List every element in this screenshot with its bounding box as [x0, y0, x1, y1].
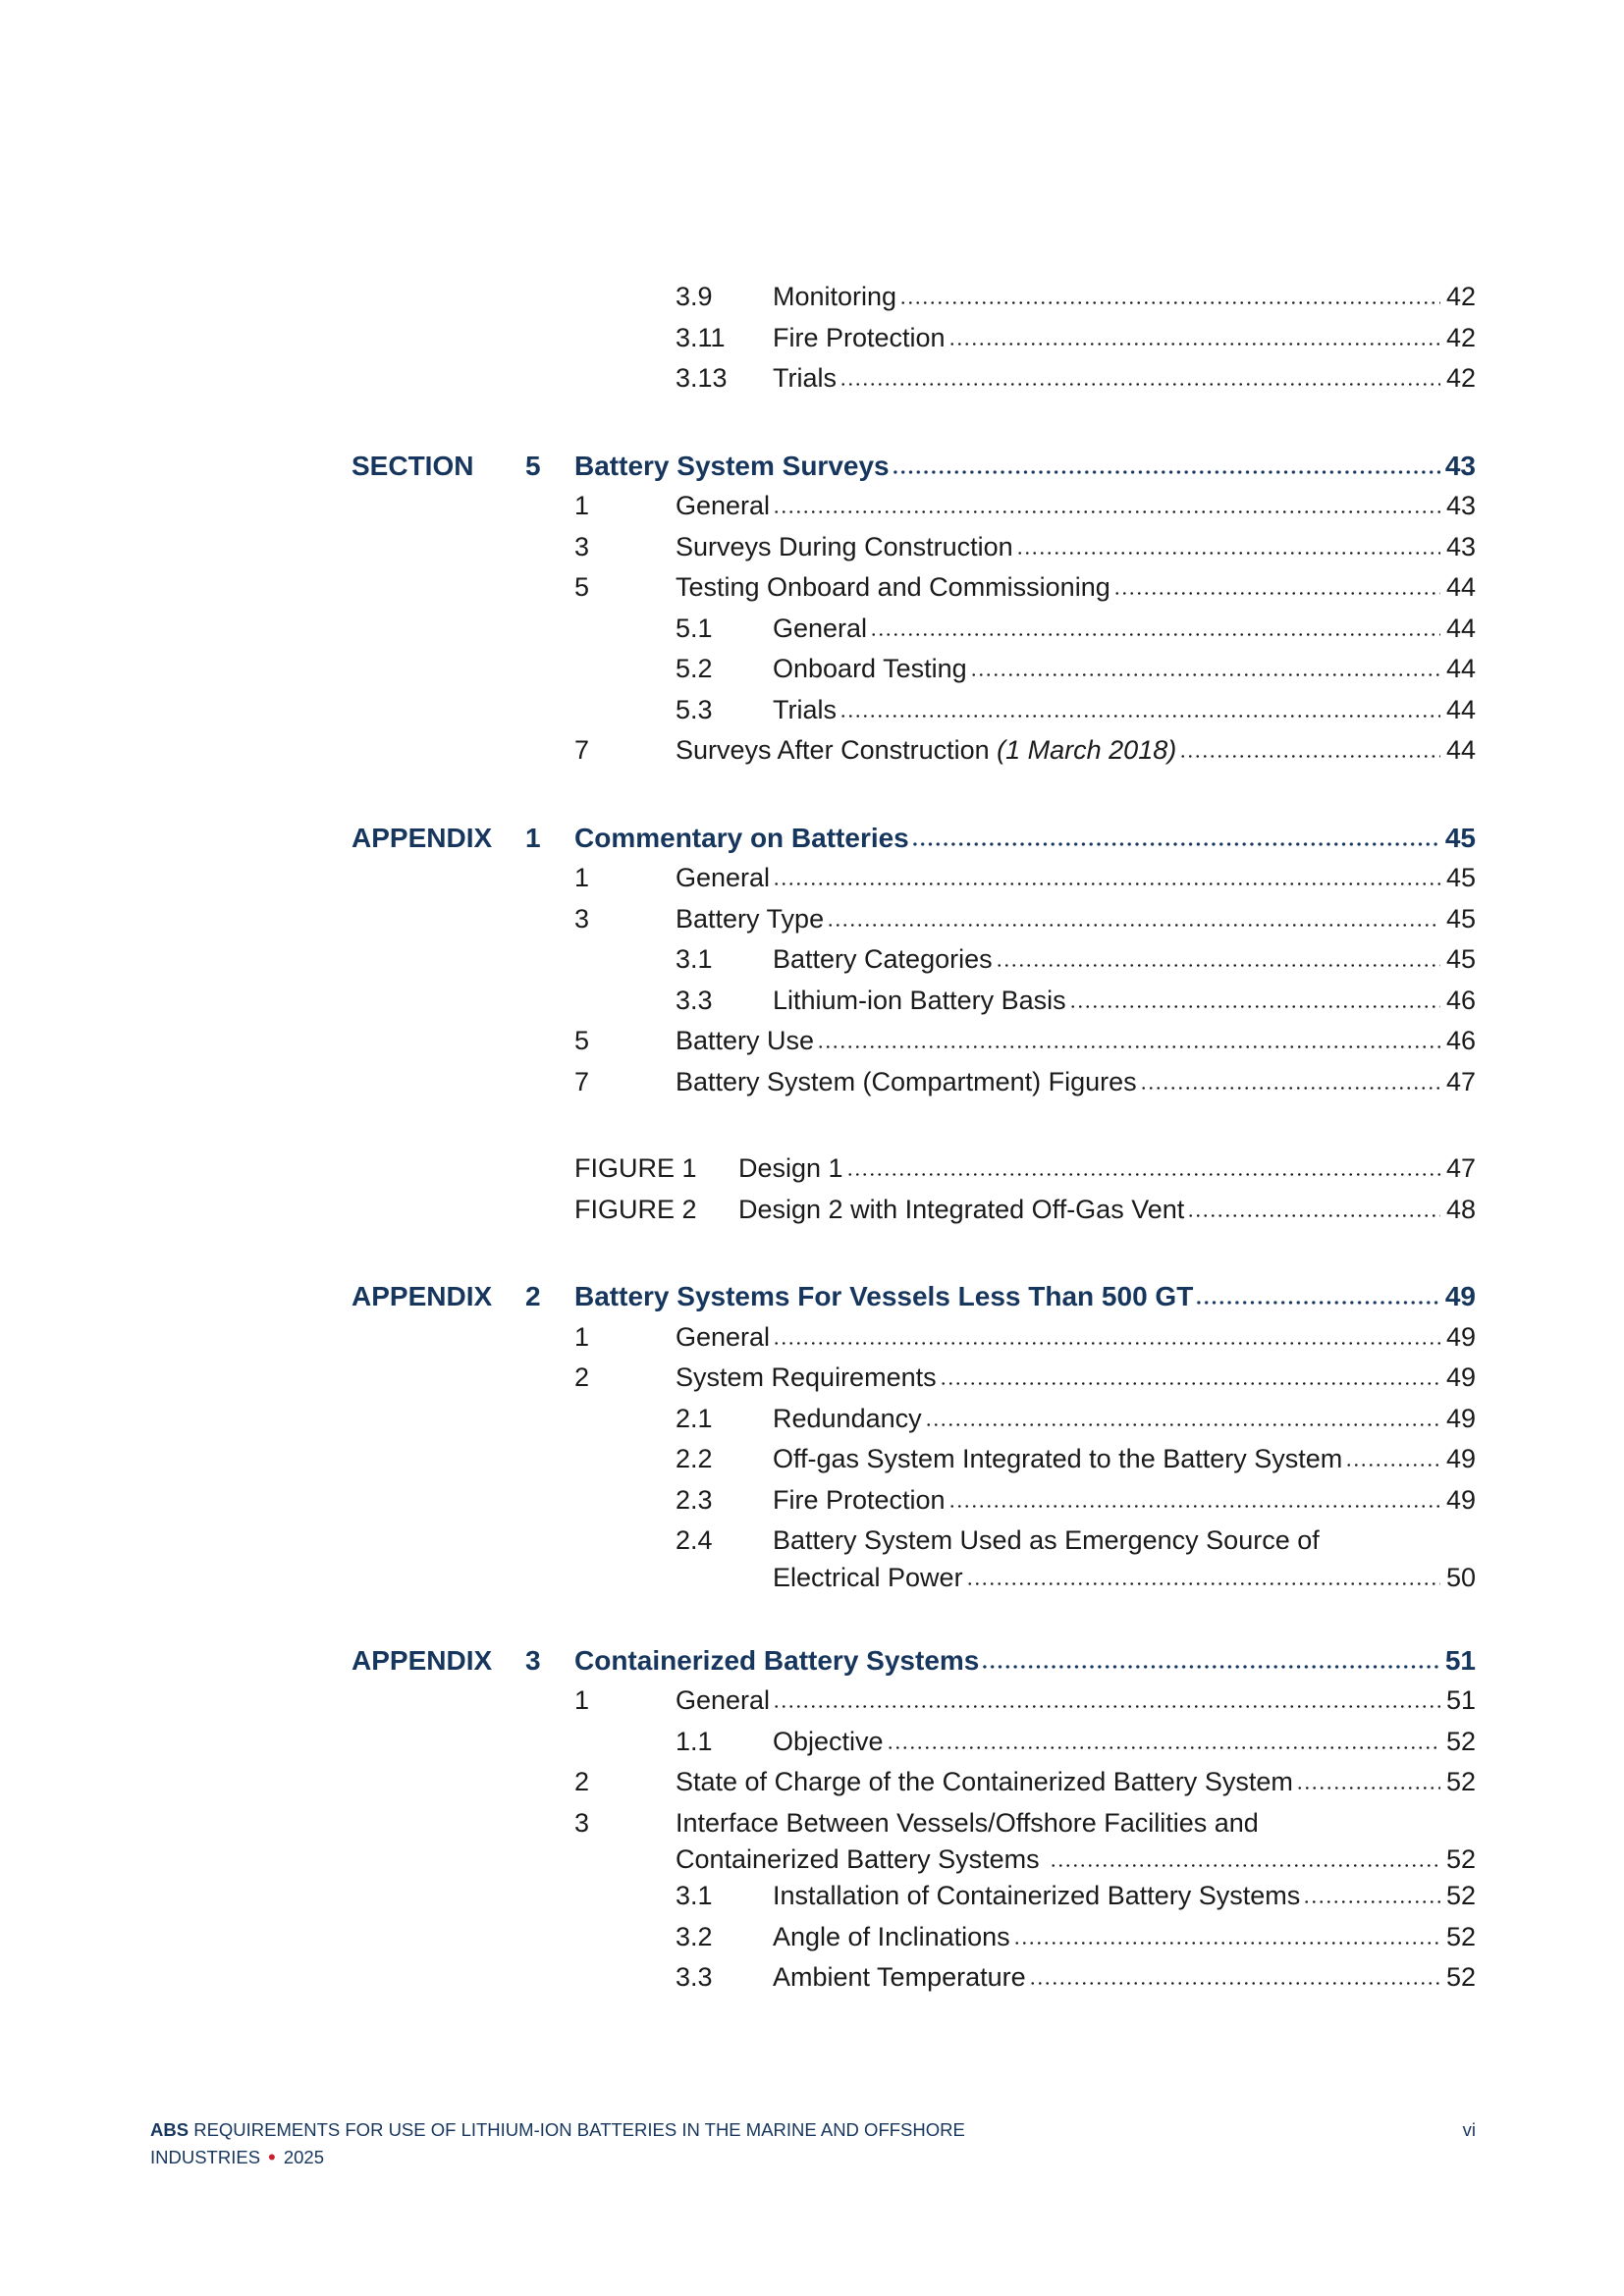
dot-leader	[817, 1044, 1440, 1049]
item-number: 3	[574, 903, 590, 934]
item-title-text: Electrical Power	[773, 1562, 963, 1592]
page-number: 42	[1445, 282, 1476, 311]
toc-block-figures	[352, 1148, 1476, 1230]
item-number: 1	[574, 491, 590, 520]
toc-block-appendix-3	[352, 1640, 1476, 1999]
item-title	[773, 1439, 1342, 1480]
toc-block-section-4-continued	[352, 277, 1476, 400]
item-title-text: Fire Protection	[773, 322, 946, 352]
red-bullet-icon: •	[268, 2144, 276, 2169]
item-title	[773, 358, 837, 400]
toc-item[interactable]	[352, 1722, 1476, 1763]
item-number: 3.3	[676, 985, 713, 1015]
item-title	[773, 939, 993, 981]
toc-item[interactable]	[352, 1062, 1476, 1103]
page-number: 49	[1445, 1362, 1476, 1392]
item-title	[773, 1562, 963, 1594]
page-number: 44	[1445, 735, 1476, 765]
item-title	[676, 1762, 1293, 1803]
item-title-text: Redundancy	[773, 1403, 922, 1433]
toc-heading[interactable]	[352, 1276, 1476, 1317]
item-number: 5	[574, 1026, 590, 1055]
item-number: 3.2	[676, 1921, 713, 1951]
item-title	[773, 318, 946, 359]
item-number: 1	[574, 1321, 590, 1352]
page-number: 49	[1445, 1321, 1476, 1352]
toc-item[interactable]	[352, 939, 1476, 981]
item-title-text: Objective	[773, 1726, 884, 1756]
dot-leader	[839, 714, 1440, 719]
item-title	[676, 1358, 937, 1399]
page-number: 52	[1445, 1921, 1476, 1951]
dot-leader	[846, 1172, 1440, 1177]
toc-item[interactable]	[352, 1439, 1476, 1480]
item-title	[773, 1480, 946, 1522]
dot-leader	[948, 1504, 1440, 1509]
page-number: 45	[1445, 944, 1476, 974]
item-title-text: Interface Between Vessels/Offshore Facilities and	[676, 1807, 1259, 1838]
page-number: 43	[1445, 491, 1476, 520]
abs-brand: ABS	[150, 2119, 189, 2140]
heading-label: APPENDIX	[352, 1644, 493, 1676]
item-title-text: Battery Type	[676, 903, 825, 934]
heading-number: 3	[525, 1644, 541, 1676]
item-title	[773, 1521, 1320, 1562]
page-number: 49	[1445, 1444, 1476, 1473]
toc-heading[interactable]	[352, 1640, 1476, 1682]
dot-leader	[1029, 1981, 1440, 1986]
page-number: 49	[1444, 1281, 1476, 1311]
dot-leader	[996, 963, 1440, 968]
dot-leader	[773, 1341, 1440, 1346]
heading-label: APPENDIX	[352, 1281, 493, 1311]
item-title-text: Testing Onboard and Commissioning	[676, 572, 1110, 602]
item-title	[773, 981, 1066, 1022]
heading-title: Commentary on Batteries	[574, 822, 909, 853]
item-title	[676, 899, 824, 940]
page-number: 44	[1445, 613, 1476, 643]
item-title	[676, 1803, 1259, 1844]
item-title-text: Monitoring	[773, 282, 897, 311]
item-number: 1.1	[676, 1726, 713, 1756]
item-title-text: Battery Use	[676, 1026, 815, 1055]
item-number: 5	[574, 572, 590, 602]
item-number: 3.13	[676, 363, 728, 393]
item-number: 3	[574, 531, 590, 561]
page-number: 43	[1445, 531, 1476, 561]
dot-leader	[1113, 591, 1440, 596]
toc-item[interactable]	[352, 1803, 1476, 1844]
item-title	[773, 1917, 1010, 1958]
page-number: 47	[1445, 1153, 1476, 1183]
page-number: 46	[1445, 1026, 1476, 1055]
item-title-text: Design 2 with Integrated Off-Gas Vent	[738, 1194, 1185, 1224]
item-number: 5.3	[676, 694, 713, 724]
item-title-text: System Requirements	[676, 1362, 937, 1392]
page-number: 52	[1445, 1726, 1476, 1756]
item-title-text: Fire Protection	[773, 1484, 946, 1515]
item-title	[773, 277, 896, 318]
toc-block-appendix-2	[352, 1276, 1476, 1594]
item-title	[738, 1190, 1184, 1231]
toc-heading[interactable]	[352, 818, 1476, 859]
heading-label: SECTION	[352, 450, 474, 481]
item-number: 3.1	[676, 1881, 713, 1910]
item-number: 1	[574, 863, 590, 892]
toc-item[interactable]	[352, 1876, 1476, 1917]
item-number: 5.1	[676, 613, 713, 643]
item-title-text: Onboard Testing	[773, 654, 967, 683]
toc-item[interactable]	[352, 730, 1476, 772]
heading-number: 1	[525, 822, 541, 853]
heading-title: Battery Systems For Vessels Less Than 500 GT	[574, 1281, 1194, 1311]
dot-leader	[966, 1581, 1440, 1586]
dot-leader	[1187, 1213, 1440, 1218]
item-title	[676, 1317, 770, 1359]
dot-leader	[948, 342, 1440, 347]
dot-leader	[1179, 754, 1440, 759]
toc-figure-item[interactable]	[352, 1148, 1476, 1190]
toc-block-appendix-1	[352, 818, 1476, 1103]
toc-item[interactable]	[352, 609, 1476, 650]
item-title-text: General	[676, 863, 771, 892]
item-title-text: Ambient Temperature	[773, 1962, 1026, 1992]
page-number: 51	[1444, 1644, 1476, 1676]
dot-leader	[899, 300, 1440, 305]
toc-item[interactable]	[352, 1762, 1476, 1803]
dot-leader	[773, 509, 1440, 514]
page-number: 52	[1445, 1962, 1476, 1992]
page-number: 43	[1444, 450, 1476, 481]
dot-leader	[1195, 1300, 1440, 1306]
item-number: 2.3	[676, 1484, 713, 1515]
toc-item[interactable]	[352, 981, 1476, 1022]
item-title-text: Battery Categories	[773, 944, 993, 974]
item-title	[773, 1399, 922, 1440]
heading-number: 2	[525, 1281, 541, 1311]
item-number: 2.1	[676, 1403, 713, 1433]
item-title	[773, 1722, 884, 1763]
item-title-text: General	[676, 1685, 771, 1715]
page-number: 51	[1445, 1685, 1476, 1715]
dot-leader	[1016, 551, 1440, 556]
item-title	[676, 1062, 1137, 1103]
dot-leader	[970, 672, 1440, 677]
page-number: 46	[1445, 985, 1476, 1015]
item-number: 3.1	[676, 944, 713, 974]
item-title-text: State of Charge of the Containerized Battery System	[676, 1767, 1293, 1796]
page-number: 42	[1445, 322, 1476, 352]
item-title-text: Installation of Containerized Battery Systems	[773, 1881, 1301, 1910]
page-number: 49	[1445, 1484, 1476, 1515]
toc-item[interactable]	[352, 486, 1476, 527]
footer-year: 2025	[283, 2146, 324, 2167]
footer-title-line1: REQUIREMENTS FOR USE OF LITHIUM-ION BATTERIES IN THE MARINE AND OFFSHORE	[193, 2119, 965, 2140]
toc-item[interactable]	[352, 1317, 1476, 1359]
footer-text	[150, 2116, 1309, 2170]
toc-item[interactable]	[352, 277, 1476, 318]
toc-item[interactable]	[352, 1957, 1476, 1999]
page-number: 52	[1445, 1767, 1476, 1796]
item-title	[676, 486, 770, 527]
item-title	[676, 527, 1013, 568]
item-title-text: Lithium-ion Battery Basis	[773, 985, 1066, 1015]
page-number: 44	[1445, 694, 1476, 724]
item-title	[773, 1957, 1026, 1999]
item-title	[773, 1876, 1300, 1917]
item-number: 5.2	[676, 654, 713, 683]
item-title-text: General	[676, 1321, 771, 1352]
dot-leader	[1296, 1786, 1440, 1790]
toc	[352, 277, 1476, 1999]
page-number: 52	[1445, 1881, 1476, 1910]
dot-leader	[911, 841, 1440, 847]
toc-item-continuation[interactable]	[352, 1562, 1476, 1594]
page-number: 52	[1445, 1844, 1476, 1874]
item-number: 3.11	[676, 322, 726, 352]
heading-number: 5	[525, 450, 541, 481]
item-title-text: Angle of Inclinations	[773, 1921, 1010, 1951]
item-title-text: Design 1	[738, 1153, 843, 1183]
dot-leader	[940, 1381, 1440, 1386]
dot-leader	[773, 881, 1440, 886]
item-number: 2.2	[676, 1444, 713, 1473]
page-footer	[150, 2116, 1476, 2170]
dot-leader	[981, 1664, 1439, 1670]
item-title-text: General	[773, 613, 868, 643]
page-number: 48	[1445, 1194, 1476, 1224]
toc-item[interactable]	[352, 1021, 1476, 1062]
item-title	[676, 1843, 1047, 1876]
toc-item[interactable]	[352, 567, 1476, 609]
dot-leader	[1303, 1899, 1440, 1904]
toc-item[interactable]	[352, 358, 1476, 400]
dot-leader	[827, 923, 1440, 928]
heading-title: Battery System Surveys	[574, 450, 890, 481]
item-title	[773, 690, 837, 731]
dot-leader	[839, 382, 1440, 387]
item-number: 2	[574, 1767, 590, 1796]
item-title	[676, 730, 1176, 772]
toc-item[interactable]	[352, 1681, 1476, 1722]
item-number: 1	[574, 1685, 590, 1715]
page-number: 50	[1445, 1562, 1476, 1592]
dot-leader	[773, 1704, 1440, 1709]
figure-label: FIGURE 1	[574, 1153, 697, 1183]
item-title-text: Surveys During Construction	[676, 531, 1013, 561]
footer-title-line2: INDUSTRIES	[150, 2146, 261, 2167]
item-title	[738, 1148, 843, 1190]
folio-page-number: vi	[1462, 2119, 1476, 2140]
toc-block-section-5	[352, 446, 1476, 772]
page-number: 49	[1445, 1403, 1476, 1433]
item-number: 3.9	[676, 282, 713, 311]
toc-item[interactable]	[352, 527, 1476, 568]
toc-item[interactable]	[352, 690, 1476, 731]
toc-item-continuation[interactable]	[352, 1843, 1476, 1876]
item-title-text: Surveys After Construction	[676, 735, 998, 765]
item-title	[676, 1681, 770, 1722]
dot-leader	[1345, 1463, 1440, 1468]
toc-figure-item[interactable]	[352, 1190, 1476, 1231]
toc-item[interactable]	[352, 649, 1476, 690]
item-title	[676, 1021, 814, 1062]
toc-item[interactable]	[352, 318, 1476, 359]
item-title-italic: (1 March 2018)	[997, 735, 1177, 765]
dot-leader	[892, 469, 1440, 475]
item-number: 2	[574, 1362, 590, 1392]
page-number: 45	[1445, 903, 1476, 934]
item-number: 3	[574, 1807, 590, 1838]
toc-item[interactable]	[352, 1917, 1476, 1958]
page-number: 44	[1445, 572, 1476, 602]
figure-label: FIGURE 2	[574, 1194, 697, 1224]
item-title-text: Battery System Used as Emergency Source of	[773, 1525, 1320, 1555]
item-title-text: Off-gas System Integrated to the Battery System	[773, 1444, 1343, 1473]
toc-item[interactable]	[352, 858, 1476, 899]
dot-leader	[1050, 1863, 1440, 1868]
item-number: 2.4	[676, 1525, 713, 1555]
item-number: 7	[574, 735, 590, 765]
dot-leader	[1140, 1086, 1440, 1091]
page-number: 44	[1445, 654, 1476, 683]
toc-item[interactable]	[352, 1399, 1476, 1440]
item-title-text: Battery System (Compartment) Figures	[676, 1066, 1137, 1096]
toc-heading[interactable]	[352, 446, 1476, 487]
item-title	[773, 609, 867, 650]
heading-title: Containerized Battery Systems	[574, 1644, 980, 1676]
dot-leader	[925, 1422, 1440, 1427]
toc-item[interactable]	[352, 899, 1476, 940]
item-number: 3.3	[676, 1962, 713, 1992]
dot-leader	[1069, 1004, 1440, 1009]
item-title	[676, 858, 770, 899]
item-title-text: Trials	[773, 694, 837, 724]
toc-item[interactable]	[352, 1358, 1476, 1399]
item-title-text: Trials	[773, 363, 837, 393]
dot-leader	[870, 632, 1440, 637]
heading-label: APPENDIX	[352, 822, 493, 853]
toc-item[interactable]	[352, 1480, 1476, 1522]
page-number: 47	[1445, 1066, 1476, 1096]
dot-leader	[1013, 1941, 1440, 1946]
item-title-text: Containerized Battery Systems	[676, 1844, 1048, 1874]
page-number: 45	[1445, 863, 1476, 892]
item-title	[676, 567, 1110, 609]
item-number: 7	[574, 1066, 590, 1096]
item-title	[773, 649, 967, 690]
dot-leader	[887, 1745, 1440, 1750]
page-number: 42	[1445, 363, 1476, 393]
toc-item[interactable]	[352, 1521, 1476, 1562]
item-title-text: General	[676, 491, 771, 520]
page-number: 45	[1444, 822, 1476, 853]
